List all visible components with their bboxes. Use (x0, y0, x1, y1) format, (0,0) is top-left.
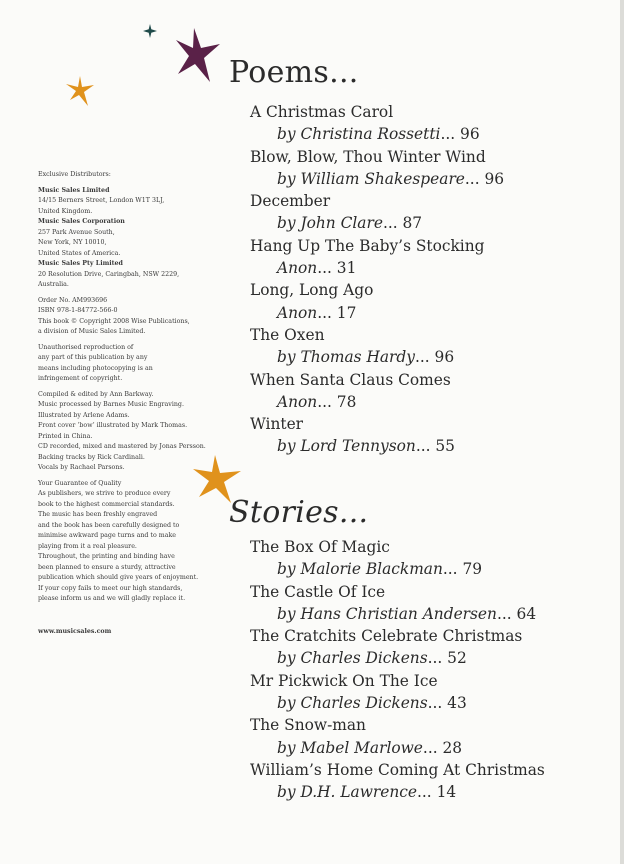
imprint-line: This book © Copyright 2008 Wise Publications, (38, 317, 190, 325)
contents-entry-byline (250, 647, 610, 669)
contents-entry-byline (250, 302, 610, 324)
imprint-line: Order No. AM993696 (38, 296, 108, 304)
author-name: by Malorie Blackman (277, 560, 443, 579)
imprint-line: Printed in China. (38, 432, 93, 440)
imprint-line: 20 Resolution Drive, Caringbah, NSW 2229, (38, 270, 180, 278)
author-name: by Hans Christian Andersen (277, 604, 497, 623)
website-link[interactable]: www.musicsales.com (38, 627, 112, 635)
contents-entry-byline (250, 168, 610, 190)
imprint-line: Compiled & edited by Ann Barkway. (38, 390, 154, 398)
author-name: Anon (277, 259, 318, 278)
imprint-line: Vocals by Rachael Parsons. (38, 464, 125, 471)
purple-star-icon (176, 28, 220, 82)
imprint-line: United States of America. (38, 249, 121, 257)
imprint-lines (38, 170, 218, 605)
author-name: Anon (277, 303, 318, 322)
imprint-line: playing from it a real pleasure. (38, 542, 137, 550)
contents-entry-byline (250, 603, 610, 625)
small-teal-star-icon (143, 24, 157, 38)
imprint-line: As publishers, we strive to produce every (38, 490, 171, 497)
page-number[interactable]: ... 55 (415, 437, 455, 456)
contents-entry-byline (250, 346, 610, 368)
imprint-line: The music has been freshly engraved (38, 511, 158, 518)
contents-entry-title[interactable]: The Cratchits Celebrate Christmas (250, 627, 523, 646)
page-number[interactable]: ... 96 (464, 169, 505, 188)
author-name: Anon (277, 392, 318, 411)
page-edge (620, 0, 624, 864)
imprint-line: Illustrated by Arlene Adams. (38, 411, 130, 419)
imprint-line: and the book has been carefully designed to (38, 521, 180, 529)
page-number[interactable]: ... 28 (422, 738, 463, 757)
author-name: by Thomas Hardy (277, 348, 415, 367)
imprint-line: Your Guarantee of Quality (38, 479, 122, 487)
author-name: by John Clare (277, 214, 383, 233)
imprint-line: Exclusive Distributors: (38, 171, 111, 178)
contents-entry-title[interactable]: Hang Up The Baby’s Stocking (250, 236, 485, 255)
contents-entry-title[interactable]: December (250, 192, 331, 211)
imprint-line: book to the highest commercial standards. (38, 500, 175, 508)
imprint-line: 257 Park Avenue South, (38, 228, 115, 236)
page-number[interactable]: ... 52 (427, 649, 467, 668)
imprint-line: Australia. (38, 281, 69, 288)
contents-entry-title[interactable]: The Box Of Magic (250, 538, 390, 556)
contents-entry-title[interactable]: Mr Pickwick On The Ice (250, 671, 438, 690)
contents-entry-byline (250, 781, 610, 803)
stories-heading: Stories... (229, 495, 369, 530)
imprint-line: please inform us and we will gladly replace it. (38, 595, 186, 602)
imprint-line: Backing tracks by Rick Cardinali. (38, 453, 145, 461)
author-name: by Mabel Marlowe (277, 738, 423, 757)
imprint-line: been planned to ensure a sturdy, attractive (38, 563, 176, 571)
imprint-line: New York, NY 10010, (38, 239, 107, 246)
contents-entry-byline (250, 123, 610, 145)
page-number[interactable]: ... 14 (417, 783, 457, 802)
imprint-company-name: Music Sales Pty Limited (38, 260, 123, 267)
poems-list (250, 101, 610, 458)
author-name: by D.H. Lawrence (277, 783, 418, 802)
imprint-column (38, 170, 218, 637)
small-orange-star-icon (66, 76, 94, 106)
imprint-line: CD recorded, mixed and mastered by Jonas Persson. (38, 443, 206, 450)
page-number[interactable]: ... 31 (317, 259, 357, 278)
author-name: by Christina Rossetti (277, 125, 441, 144)
contents-entry-byline (250, 212, 610, 234)
contents-entry-title[interactable]: Long, Long Ago (250, 281, 374, 300)
imprint-line: Front cover ‘bow’ illustrated by Mark Thomas. (38, 422, 188, 429)
imprint-company-name: Music Sales Corporation (38, 218, 125, 225)
contents-entry-title[interactable]: William’s Home Coming At Christmas (250, 760, 545, 779)
imprint-company-name: Music Sales Limited (38, 186, 110, 194)
contents-entry-byline (250, 737, 610, 759)
imprint-line: United Kingdom. (38, 207, 93, 215)
contents-entry-byline (250, 435, 610, 457)
contents-entry-title[interactable]: The Oxen (250, 325, 325, 344)
page-number[interactable]: ... 79 (442, 560, 483, 579)
author-name: by Charles Dickens (277, 649, 428, 668)
imprint-line: 14/15 Berners Street, London W1T 3LJ, (38, 197, 165, 204)
poems-heading: Poems... (229, 55, 359, 90)
contents-entry-title[interactable]: Winter (250, 415, 304, 434)
contents-entry-title[interactable]: The Castle Of Ice (250, 582, 386, 601)
page-number[interactable]: ... 96 (440, 125, 480, 144)
author-name: by William Shakespeare (277, 169, 465, 188)
page-number[interactable]: ... 87 (382, 214, 423, 233)
author-name: by Charles Dickens (277, 694, 428, 713)
contents-entry-byline (250, 558, 610, 580)
imprint-line: means including photocopying is an (38, 364, 153, 372)
contents-entry-byline (250, 391, 610, 413)
contents-entry-byline (250, 257, 610, 279)
page-number[interactable]: ... 17 (317, 303, 357, 322)
imprint-line: Unauthorised reproduction of (38, 343, 134, 351)
page-number[interactable]: ... 43 (427, 694, 467, 713)
imprint-line: a division of Music Sales Limited. (38, 328, 146, 335)
contents-entry-byline (250, 692, 610, 714)
contents-entry-title[interactable]: When Santa Claus Comes (250, 370, 451, 389)
contents-entry-title[interactable]: Blow, Blow, Thou Winter Wind (250, 147, 486, 166)
page-number[interactable]: ... 96 (414, 348, 455, 367)
imprint-line: Music processed by Barnes Music Engraving. (38, 401, 184, 408)
imprint-line: publication which should give years of enjoyment. (38, 574, 199, 581)
imprint-line: any part of this publication by any (38, 354, 148, 361)
contents-entry-title[interactable]: The Snow-man (250, 716, 366, 735)
page-number[interactable]: ... 64 (496, 604, 537, 623)
imprint-line: If your copy fails to meet our high standards, (38, 584, 183, 592)
imprint-line: minimise awkward page turns and to make (38, 532, 177, 539)
imprint-line: infringement of copyright. (38, 375, 123, 382)
imprint-line: Throughout, the printing and binding have (38, 553, 175, 560)
stories-list (250, 536, 610, 804)
contents-entry-title[interactable]: A Christmas Carol (250, 103, 394, 121)
author-name: by Lord Tennyson (277, 437, 416, 456)
page-number[interactable]: ... 78 (317, 392, 357, 411)
imprint-line: ISBN 978-1-84772-566-0 (38, 307, 118, 314)
